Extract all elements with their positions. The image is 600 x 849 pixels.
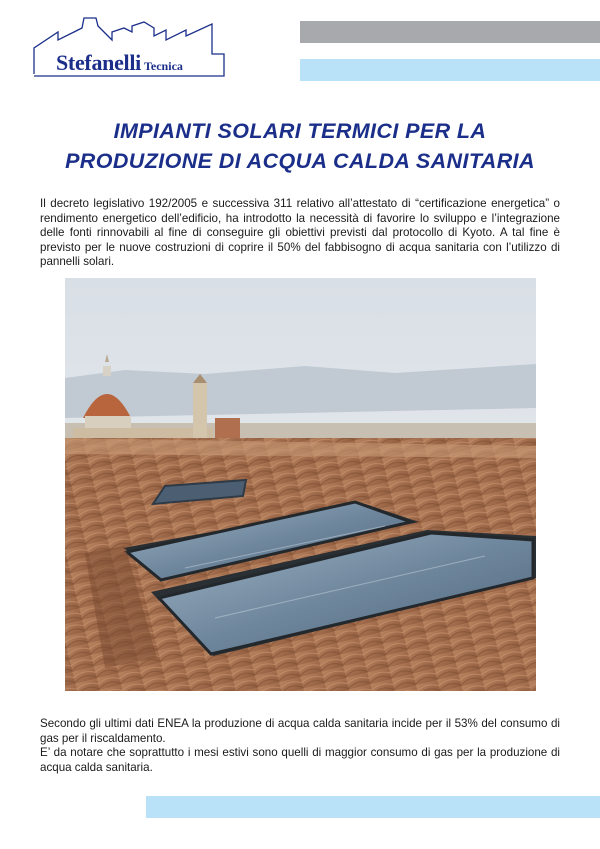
company-logo [28, 14, 228, 84]
header-bar-gray [300, 21, 600, 43]
intro-paragraph: Il decreto legislativo 192/2005 e successiva 311 relativo all’attestato di “certificazione energetica” o rendimento energetico dell’edificio, ha introdotto la necessità di favorire lo sviluppo e l’integrazione delle fonti rinnovabili al fine di conseguire gli obiettivi previsti dal protocollo di Kyoto. A tal fine è previsto per le nuove costruzioni di coprire il 50% del fabbisogno di acqua sanitaria con l’utilizzo di pannelli solari. [40, 197, 560, 269]
footer-bar-blue [146, 796, 600, 818]
logo-text [56, 50, 183, 76]
energy-note [40, 717, 560, 775]
logo-name: Stefanelli [56, 50, 141, 75]
header-bar-blue [300, 59, 600, 81]
page-title-line-2: PRODUZIONE DI ACQUA CALDA SANITARIA [65, 149, 535, 173]
page-title-line-1: IMPIANTI SOLARI TERMICI PER LA [113, 119, 487, 143]
page-title [0, 116, 600, 176]
logo-subtitle: Tecnica [144, 59, 183, 73]
energy-note-line-1: Secondo gli ultimi dati ENEA la produzione di acqua calda sanitaria incide per il 53% del consumo di gas per il riscaldamento. [40, 717, 560, 745]
energy-note-line-2: E’ da notare che soprattutto i mesi estivi sono quelli di maggior consumo di gas per la produzione di acqua calda sanitaria. [40, 746, 560, 774]
solar-panels-photo [65, 278, 536, 691]
